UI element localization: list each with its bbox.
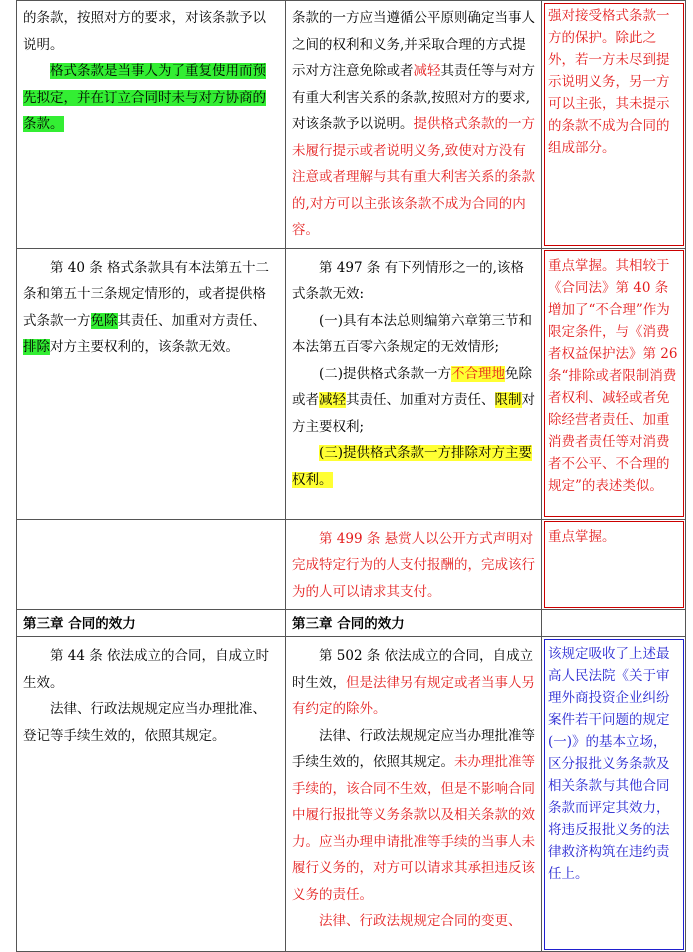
table-row: [17, 248, 686, 519]
commentary-cell: [542, 519, 686, 610]
commentary-text: 该规定吸收了上述最高人民法院《关于审理外商投资企业纠纷案件若干问题的规定(一)》的基本立场，区分报批义务条款及相关条款与其他合同条款而评定其效力，将违反报批义务的法律救济构筑在违约责任上。: [548, 646, 670, 882]
table-row: [17, 519, 686, 610]
commentary-cell: [542, 610, 686, 637]
old-law-cell: 第 44 条 依法成立的合同，自成立时生效。 法律、行政法规规定应当办理批准、登记等手续生效的，依照其规定。: [17, 637, 286, 952]
chapter-heading: 第三章 合同的效力: [286, 610, 542, 637]
article-heading: 第 497 条 有下列情形之一的,该格式条款无效:: [292, 259, 524, 302]
table-row: [17, 637, 686, 952]
chapter-heading: 第三章 合同的效力: [17, 610, 286, 637]
highlighted-term: 排除: [23, 339, 50, 355]
old-law-cell: [17, 1, 286, 249]
commentary-cell: [542, 637, 686, 952]
commentary-text: 重点掌握。其相较于《合同法》第 40 条增加了“不合理”作为限定条件，与《消费者权益保护法》第 26 条“排除或者限制消费者权利、减轻或者免除经营者责任、加重消费者责任等对消费者不公平、不合理的规定”的表述类似。: [548, 257, 678, 494]
list-item: (一)具有本法总则编第六章第三节和本法第五百零六条规定的无效情形;: [292, 312, 533, 355]
new-law-cell: 第 502 条 依法成立的合同，自成立时生效，但是法律另有规定或者当事人另有约定的除外。 法律、行政法规规定应当办理批准等手续生效的，依照其规定。未办理批准等手续的，该合同不生效，但是不影响合同中履行报批等义务条款以及相关条款的效力。应当办理申请批准等手续的当事人未履行义务的，对方可以请求其承担违反该义务的责任。 法律、行政法规规定合同的变更、: [286, 637, 542, 952]
commentary-text: 重点掌握。: [548, 528, 616, 545]
new-law-cell: [286, 248, 542, 519]
highlighted-term: 免除: [90, 312, 118, 329]
table-row: [17, 1, 686, 249]
list-item: (二)提供格式条款一方不合理地免除或者减轻其责任、加重对方责任、限制对方主要权利;: [292, 365, 535, 435]
highlighted-definition: 格式条款是当事人为了重复使用而预先拟定，并在订立合同时未与对方协商的条款。: [23, 63, 266, 132]
commentary-cell: [542, 248, 686, 519]
new-provision-text: 提供格式条款的一方未履行提示或者说明义务,致使对方没有注意或者理解与其有重大利害关系的条款的,对方可以主张该条款不成为合同的内容。: [292, 116, 535, 238]
new-law-cell: 条款的一方应当遵循公平原则确定当事人之间的权利和义务,并采取合理的方式提示对方注意免除或者减轻其责任等与对方有重大利害关系的条款,按照对方的要求,对该条款予以说明。提供格式条款的一方未履行提示或者说明义务,致使对方没有注意或者理解与其有重大利害关系的条款的,对方可以主张该条款不成为合同的内容。: [286, 1, 542, 249]
comparison-table: [16, 0, 686, 952]
new-law-cell: [286, 519, 542, 610]
table-row: [17, 610, 686, 637]
commentary-cell: [542, 1, 686, 249]
old-law-cell: [17, 519, 286, 610]
old-law-text: 的条款，按照对方的要求，对该条款予以说明。: [23, 10, 266, 53]
old-law-cell: 第 40 条 格式条款具有本法第五十二条和第五十三条规定情形的，或者提供格式条款一方免除其责任、加重对方责任、排除对方主要权利的，该条款无效。: [17, 248, 286, 519]
commentary-text: 强对接受格式条款一方的保护。除此之外，若一方未尽到提示说明义务，另一方可以主张，其未提示的条款不成为合同的组成部分。: [548, 8, 670, 156]
list-item: (三)提供格式条款一方排除对方主要权利。: [292, 445, 533, 488]
changed-term: 减轻: [413, 63, 441, 79]
new-article-text: 第 499 条 悬赏人以公开方式声明对完成特定行为的人支付报酬的，完成该行为的人可以请求其支付。: [292, 530, 535, 600]
